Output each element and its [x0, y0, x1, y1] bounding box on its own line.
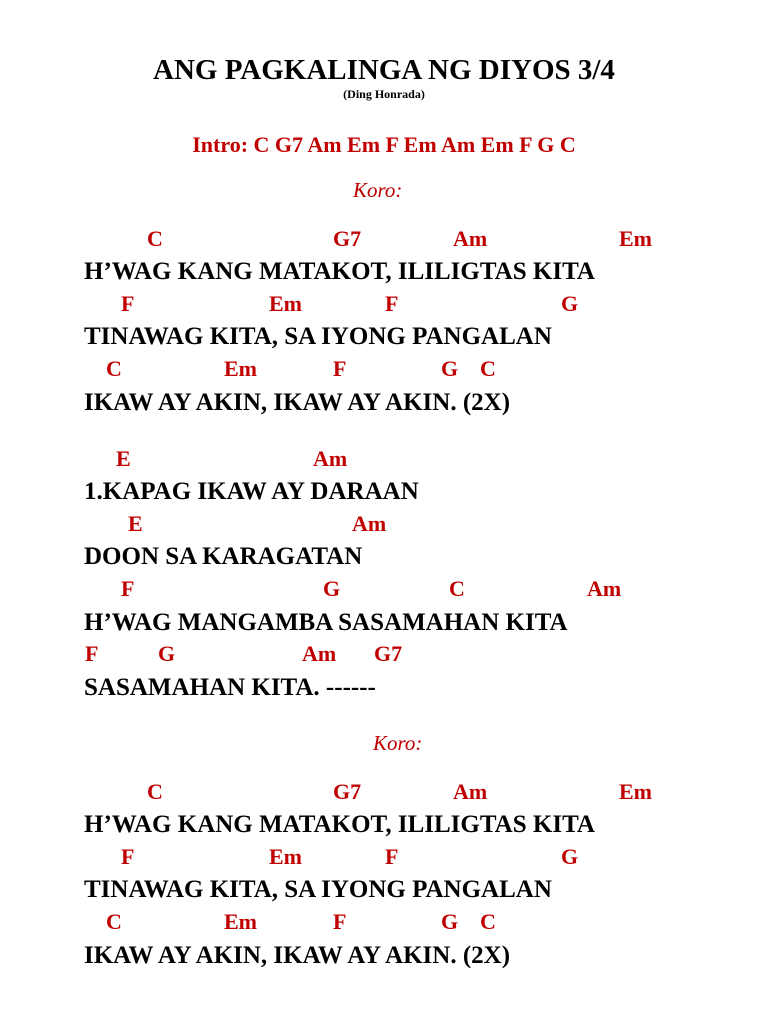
chord: E [116, 446, 131, 471]
intro-chords: Intro: C G7 Am Em F Em Am Em F G C [192, 132, 576, 157]
chord: Em [224, 356, 257, 381]
chord: Em [269, 844, 302, 869]
chord: F [121, 576, 135, 601]
chord: G [158, 641, 176, 666]
chord: G7 [333, 779, 362, 804]
chord: C [106, 909, 122, 934]
chord: G [441, 356, 459, 381]
lyric-line: 1.KAPAG IKAW AY DARAAN [84, 478, 419, 505]
chord: Am [587, 576, 622, 601]
chord: G [561, 291, 579, 316]
chord: G [441, 909, 459, 934]
chord: C [480, 356, 496, 381]
lyric-line: TINAWAG KITA, SA IYONG PANGALAN [84, 876, 552, 903]
lyric-line: DOON SA KARAGATAN [84, 543, 363, 570]
lyric-line: SASAMAHAN KITA. ------ [84, 674, 376, 701]
chord: Am [302, 641, 337, 666]
chord: F [121, 291, 135, 316]
chord: F [85, 641, 99, 666]
chord: C [449, 576, 465, 601]
chord: Am [313, 446, 348, 471]
chord: F [333, 356, 347, 381]
lyric-line: H’WAG MANGAMBA SASAMAHAN KITA [84, 609, 568, 636]
lyric-line: H’WAG KANG MATAKOT, ILILIGTAS KITA [84, 258, 595, 285]
lyric-line: TINAWAG KITA, SA IYONG PANGALAN [84, 323, 552, 350]
chord: F [333, 909, 347, 934]
lyric-line: H’WAG KANG MATAKOT, ILILIGTAS KITA [84, 811, 595, 838]
chord: F [385, 291, 399, 316]
lyric-line: IKAW AY AKIN, IKAW AY AKIN. (2X) [84, 942, 511, 969]
koro-label: Koro: [373, 731, 423, 755]
chord: F [121, 844, 135, 869]
chord: C [480, 909, 496, 934]
chord: Am [352, 511, 387, 536]
song-title: ANG PAGKALINGA NG DIYOS 3/4 [153, 54, 615, 86]
chord: G7 [374, 641, 403, 666]
chord: Am [453, 779, 488, 804]
chord: G7 [333, 226, 362, 251]
chord: C [147, 779, 163, 804]
chord: F [385, 844, 399, 869]
chord: E [128, 511, 143, 536]
chord: C [106, 356, 122, 381]
chord: Em [619, 226, 652, 251]
chord: C [147, 226, 163, 251]
chord: Em [269, 291, 302, 316]
koro-label: Koro: [353, 178, 403, 202]
lyric-line: IKAW AY AKIN, IKAW AY AKIN. (2X) [84, 389, 511, 416]
chord: G [561, 844, 579, 869]
composer: (Ding Honrada) [343, 87, 425, 101]
chord: Em [619, 779, 652, 804]
chord: G [323, 576, 341, 601]
chord: Am [453, 226, 488, 251]
chord: Em [224, 909, 257, 934]
